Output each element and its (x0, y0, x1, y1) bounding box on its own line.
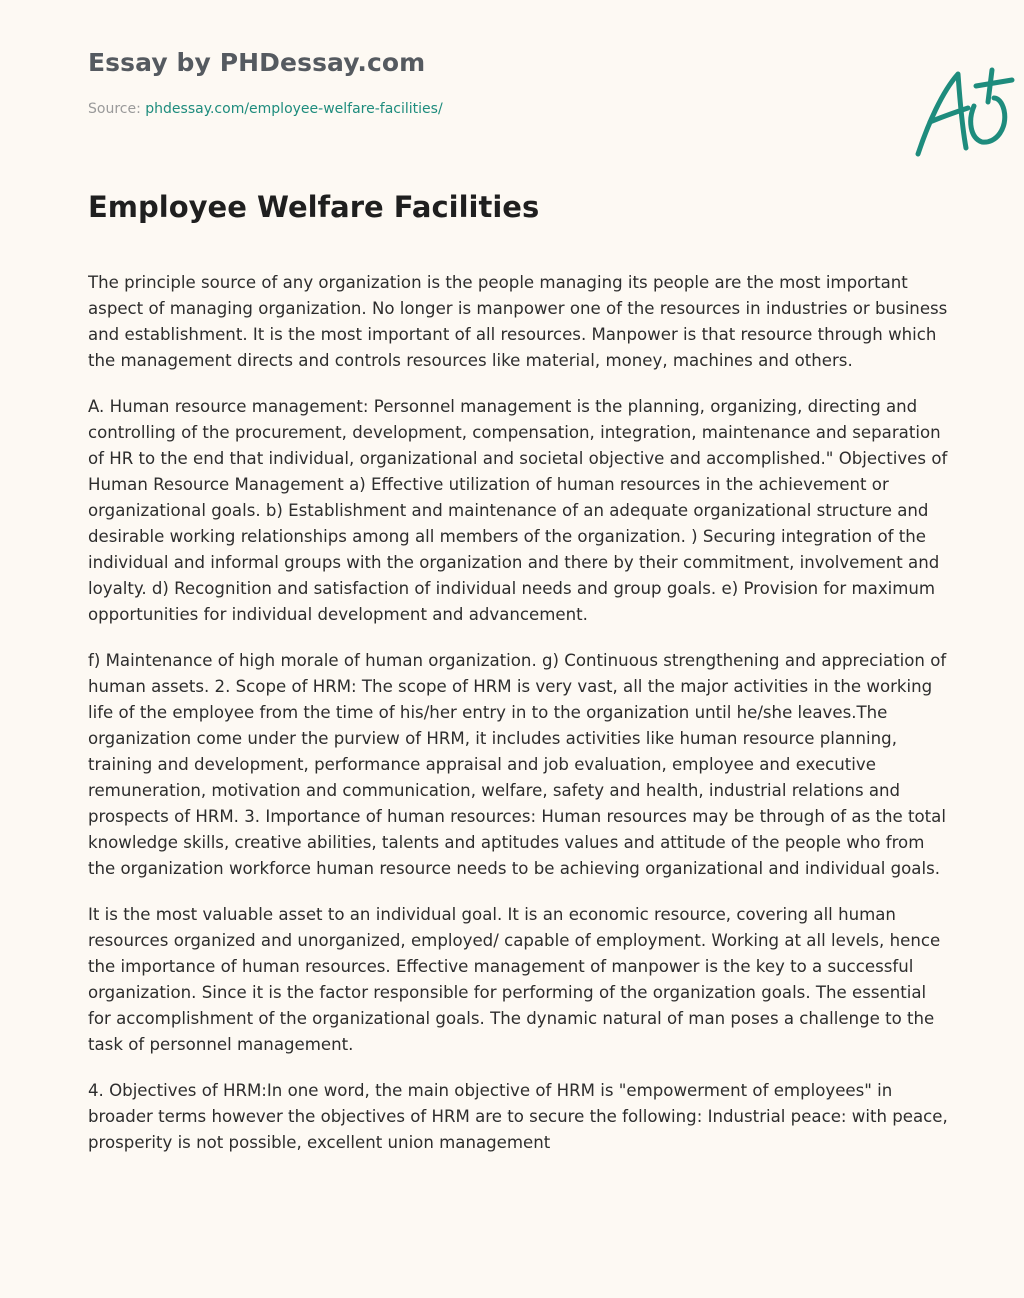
essay-title: Employee Welfare Facilities (88, 190, 540, 224)
essay-paragraph: It is the most valuable asset to an individual goal. It is an economic resource, covering all human resources organized and unorganized, employed/ capable of employment. Working at all levels, hence the importance of human resources. Effective management of manpower is the key to a successful organization. Since it is the factor responsible for performing of the organization goals. The essential for accomplishment of the organizational goals. The dynamic natural of man poses a challenge to the task of personnel management. (88, 905, 941, 1054)
essay-paragraph: The principle source of any organization is the people managing its people are the most important aspect of managing organization. No longer is manpower one of the resources in industries or business and establishment. It is the most important of all resources. Manpower is that resource through which the management directs and controls resources like material, money, machines and others. (88, 273, 948, 370)
source-link[interactable]: phdessay.com/employee-welfare-facilities/ (145, 101, 443, 117)
source-line (88, 101, 443, 117)
a-plus-logo-icon (910, 64, 1020, 160)
source-label: Source: (88, 101, 146, 117)
site-brand: Essay by PHDessay.com (88, 48, 426, 77)
essay-body (88, 270, 948, 1250)
essay-paragraph: f) Maintenance of high morale of human organization. g) Continuous strengthening and appreciation of human assets. 2. Scope of HRM: The scope of HRM is very vast, all the major activities in the working life of the employee from the time of his/her entry in to the organization until he/she leaves.The organization come under the purview of HRM, it includes activities like human resource planning, training and development, performance appraisal and job evaluation, employee and executive remuneration, motivation and communication, welfare, safety and health, industrial relations and prospects of HRM. 3. Importance of human resources: Human resources may be through of as the total knowledge skills, creative abilities, talents and aptitudes values and attitude of the people who from the organization workforce human resource needs to be achieving organizational and individual goals. (88, 651, 947, 878)
essay-paragraph: A. Human resource management: Personnel management is the planning, organizing, directing and controlling of the procurement, development, compensation, integration, maintenance and separation of HR to the end that individual, organizational and societal objective and accomplished." Objectives of Human Resource Management a) Effective utilization of human resources in the achievement or organizational goals. b) Establishment and maintenance of an adequate organizational structure and desirable working relationships among all members of the organization. ) Securing integration of the individual and informal groups with the organization and there by their commitment, involvement and loyalty. d) Recognition and satisfaction of individual needs and group goals. e) Provision for maximum opportunities for individual development and advancement. (88, 397, 948, 624)
essay-paragraph: 4. Objectives of HRM:In one word, the main objective of HRM is "empowerment of employees" in broader terms however the objectives of HRM are to secure the following: Industrial peace: with peace, prosperity is not possible, excellent union management (88, 1081, 948, 1152)
